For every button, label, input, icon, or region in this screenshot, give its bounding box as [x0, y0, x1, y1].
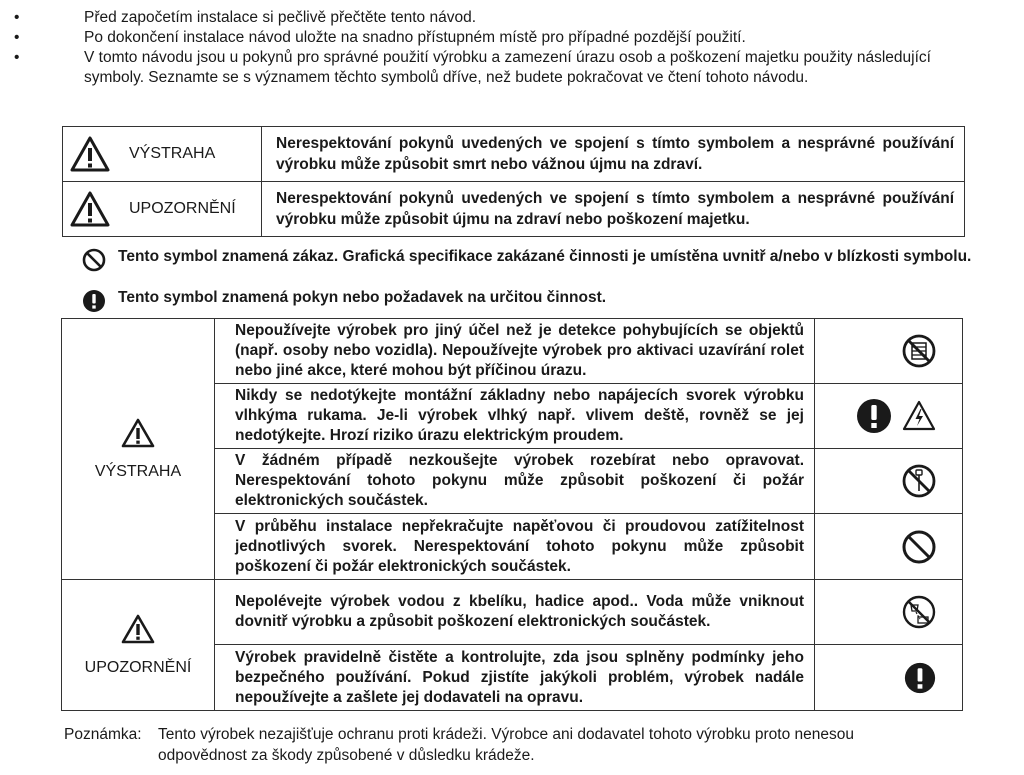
intro-text: Před započetím instalace si pečlivě přečtěte tento návod.	[84, 9, 477, 26]
prohibition-text: Tento symbol znamená zákaz. Grafická specifikace zakázané činnosti je umístěna uvnitř a/nebo v blízkosti symbolu.	[118, 248, 972, 265]
bullet: •	[14, 49, 20, 66]
symbol-legend-table	[62, 126, 965, 237]
note-label: Poznámka:	[64, 726, 142, 743]
safety-instructions-table	[61, 318, 963, 711]
intro-text: V tomto návodu jsou u pokynů pro správné použití výrobku a zamezení úrazu osob a poškození majetku použity následující symboly. Seznamte se s významem těchto symbolů dříve, než budete pokračovat ve čtení tohoto návodu.	[84, 49, 931, 86]
warning-icons	[815, 384, 963, 449]
caution-text: Nepolévejte výrobek vodou z kbelíku, hadice apod.. Voda může vniknout dovnitř výrobku a způsobit poškození elektronických součástek.	[215, 580, 815, 645]
prohibition-explanation	[82, 247, 974, 267]
warning-text: V žádném případě nezkoušejte výrobek rozebírat nebo opravovat. Nerespektování tohoto pokynu může způsobit poškození či požár elektronických součástek.	[215, 449, 815, 514]
caution-icons	[815, 580, 963, 645]
warning-triangle-icon	[120, 613, 156, 645]
no-disassembly-icon	[902, 464, 936, 498]
mandatory-icon	[82, 289, 106, 313]
legend-label: VÝSTRAHA	[129, 145, 216, 162]
warning-icons	[815, 319, 963, 384]
no-water-icon	[902, 595, 936, 629]
warning-label-cell	[62, 319, 215, 580]
legend-description: Nerespektování pokynů uvedených ve spojení s tímto symbolem a nesprávné používání výrobku může způsobit smrt nebo vážnou újmu na zdraví.	[262, 127, 965, 182]
bullet: •	[14, 9, 20, 26]
warning-text: Nikdy se nedotýkejte montážní základny nebo napájecích svorek výrobku vlhkýma rukama. Je-li výrobek vlhký např. vlivem deště, rovněž se jej nedotýkejte. Hrozí riziko úrazu elektrickým proudem.	[215, 384, 815, 449]
warning-label: VÝSTRAHA	[94, 463, 182, 480]
caution-label: UPOZORNĚNÍ	[84, 659, 192, 676]
warning-icons	[815, 449, 963, 514]
legend-row-caution	[63, 182, 965, 237]
mandatory-icon	[856, 398, 892, 434]
warning-triangle-icon	[69, 190, 111, 228]
caution-text: Výrobek pravidelně čistěte a kontrolujte, zda jsou splněny podmínky jeho bezpečného používání. Pokud zjistíte jakýkoli problém, výrobek nadále nepoužívejte a zašlete jej dodavateli na opravu.	[215, 645, 815, 711]
warning-triangle-icon	[120, 417, 156, 449]
legend-label-cell	[63, 182, 262, 237]
legend-label: UPOZORNĚNÍ	[129, 200, 236, 217]
prohibition-icon	[902, 530, 936, 564]
warning-row	[62, 319, 963, 384]
legend-label-cell	[63, 127, 262, 182]
intro-text: Po dokončení instalace návod uložte na snadno přístupném místě pro případné pozdější použití.	[84, 29, 746, 46]
note-text: Tento výrobek nezajišťuje ochranu proti krádeži. Výrobce ani dodavatel tohoto výrobku proto nenesou odpovědnost za škody způsobené v důsledku krádeže.	[158, 726, 854, 764]
caution-icons	[815, 645, 963, 711]
electric-shock-warning-icon	[902, 400, 936, 432]
intro-item	[0, 8, 1024, 28]
warning-text: Nepoužívejte výrobek pro jiný účel než je detekce pohybujících se objektů (např. osoby nebo vozidla). Nepoužívejte výrobek pro aktivaci uzavírání rolet nebo jiné akce, které mohou být příčinou úrazu.	[215, 319, 815, 384]
mandatory-icon	[904, 662, 936, 694]
legend-row-warning	[63, 127, 965, 182]
mandatory-text: Tento symbol znamená pokyn nebo požadavek na určitou činnost.	[118, 289, 607, 306]
intro-item	[0, 28, 1024, 48]
caution-label-cell	[62, 580, 215, 711]
bullet: •	[14, 29, 20, 46]
warning-triangle-icon	[69, 135, 111, 173]
caution-row	[62, 580, 963, 645]
intro-list	[0, 8, 1024, 88]
warning-text: V průběhu instalace nepřekračujte napěťovou či proudovou zatížitelnost jednotlivých svorek. Nerespektování tohoto pokynu může způsobit poškození či požár elektronických součástek.	[215, 514, 815, 580]
legend-description: Nerespektování pokynů uvedených ve spojení s tímto symbolem a nesprávné používání výrobku může způsobit újmu na zdraví nebo poškození majetku.	[262, 182, 965, 237]
intro-item	[0, 48, 1024, 88]
note	[64, 724, 878, 766]
warning-icons	[815, 514, 963, 580]
no-shutter-icon	[902, 334, 936, 368]
mandatory-explanation	[82, 288, 974, 308]
prohibition-icon	[82, 248, 106, 272]
